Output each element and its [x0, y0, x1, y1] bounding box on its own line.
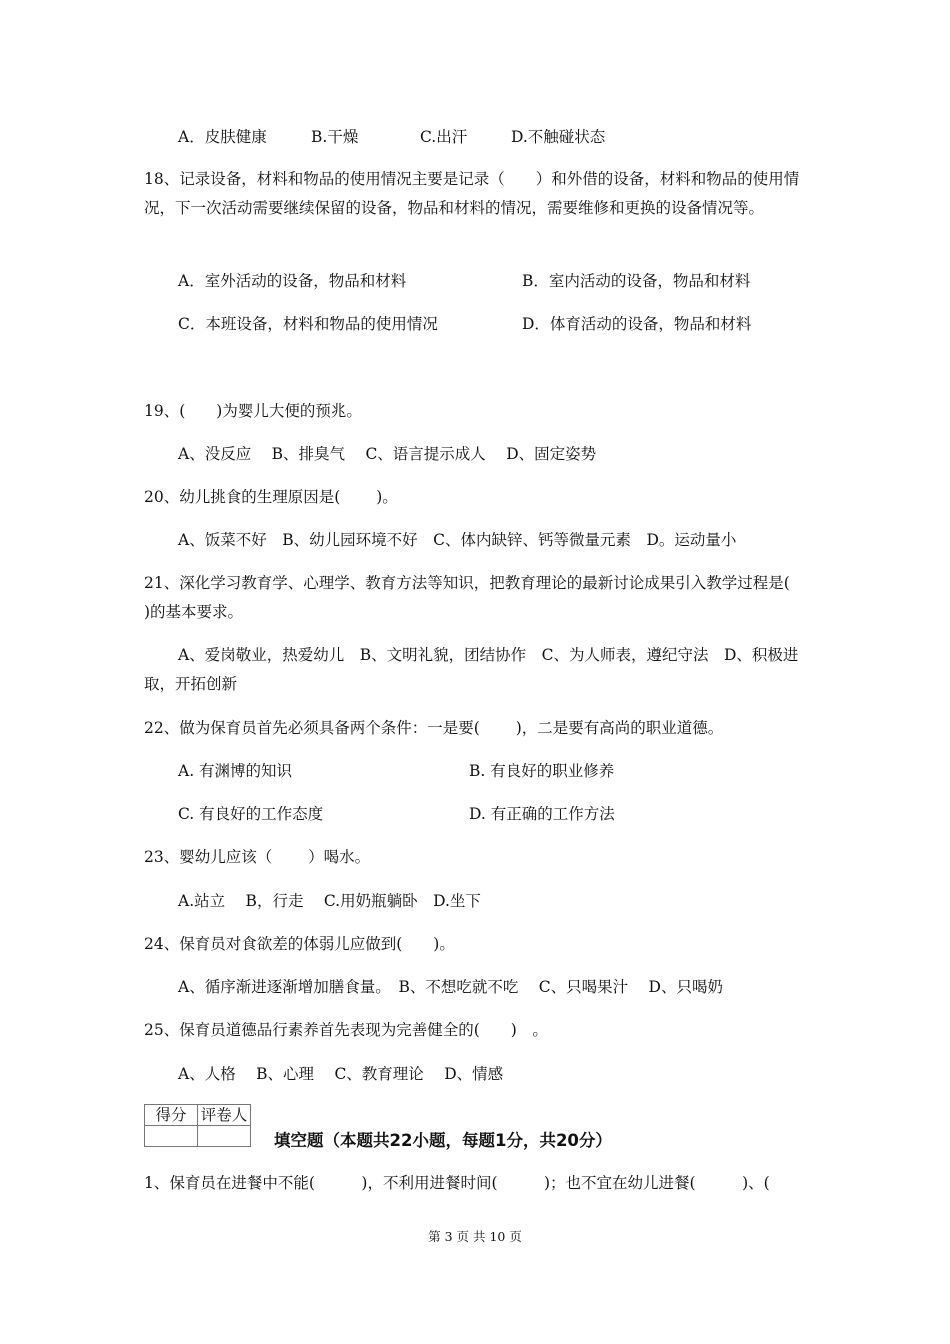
- q23-options: A.站立 B，行走 C.用奶瓶躺卧 D.坐下: [178, 892, 481, 910]
- q22-option-c: C. 有良好的工作态度: [178, 805, 324, 823]
- q20-options: A、饭菜不好 B、幼儿园环境不好 C、体内缺锌、钙等微量元素 D。运动量小: [178, 531, 737, 549]
- q22-option-b: B. 有良好的职业修养: [469, 762, 615, 780]
- grader-label: 评卷人: [198, 1105, 251, 1126]
- q17-option-c: C.出汗: [420, 128, 468, 146]
- question-23-stem: 23、婴幼儿应该（ ）喝水。: [144, 848, 371, 866]
- q18-option-a: A．室外活动的设备，物品和材料: [178, 272, 407, 290]
- q17-option-d: D.不触碰状态: [511, 128, 606, 146]
- q17-option-a: A．皮肤健康: [178, 128, 267, 146]
- score-cell: [145, 1126, 198, 1147]
- q22-option-a: A. 有渊博的知识: [178, 762, 293, 780]
- score-label: 得分: [145, 1105, 198, 1126]
- question-22-stem: 22、做为保育员首先必须具备两个条件：一是要( )，二是要有高尚的职业道德。: [144, 719, 724, 737]
- q25-options: A、人格 B、心理 C、教育理论 D、情感: [178, 1065, 504, 1083]
- fill-question-1: 1、保育员在进餐中不能( )，不利用进餐时间( )；也不宜在幼儿进餐( )、(: [144, 1174, 770, 1192]
- q18-option-b: B．室内活动的设备，物品和材料: [522, 272, 751, 290]
- q17-option-b: B.干燥: [311, 128, 359, 146]
- q21-options: A、爱岗敬业，热爱幼儿 B、文明礼貌，团结协作 C、为人师表，遵纪守法 D、积极进取，开拓创新: [144, 646, 799, 693]
- page-number: 第 3 页 共 10 页: [428, 1229, 522, 1244]
- question-19-stem: 19、( )为婴儿大便的预兆。: [144, 402, 362, 420]
- q18-option-d: D．体育活动的设备，物品和材料: [522, 315, 752, 333]
- section-title: 填空题（本题共22小题，每题1分，共20分）: [274, 1131, 612, 1150]
- grader-cell: [198, 1126, 251, 1147]
- question-18-stem: 18、记录设备，材料和物品的使用情况主要是记录（ ）和外借的设备，材料和物品的使用情况，下一次活动需要继续保留的设备，物品和材料的情况，需要维修和更换的设备情况等。: [144, 170, 800, 217]
- question-21-stem: 21、深化学习教育学、心理学、教育方法等知识，把教育理论的最新讨论成果引入教学过程是( )的基本要求。: [144, 574, 821, 621]
- q19-options: A、没反应 B、排臭气 C、语言提示成人 D、固定姿势: [178, 445, 597, 463]
- score-table: [144, 1104, 251, 1147]
- q18-option-c: C．本班设备，材料和物品的使用情况: [178, 315, 438, 333]
- question-25-stem: 25、保育员道德品行素养首先表现为完善健全的( ) 。: [144, 1021, 548, 1039]
- question-20-stem: 20、幼儿挑食的生理原因是( )。: [144, 488, 398, 506]
- q24-options: A、循序渐进逐渐增加膳食量。 B、不想吃就不吃 C、只喝果汁 D、只喝奶: [178, 978, 723, 996]
- q22-option-d: D. 有正确的工作方法: [469, 805, 615, 823]
- question-24-stem: 24、保育员对食欲差的体弱儿应做到( )。: [144, 935, 455, 953]
